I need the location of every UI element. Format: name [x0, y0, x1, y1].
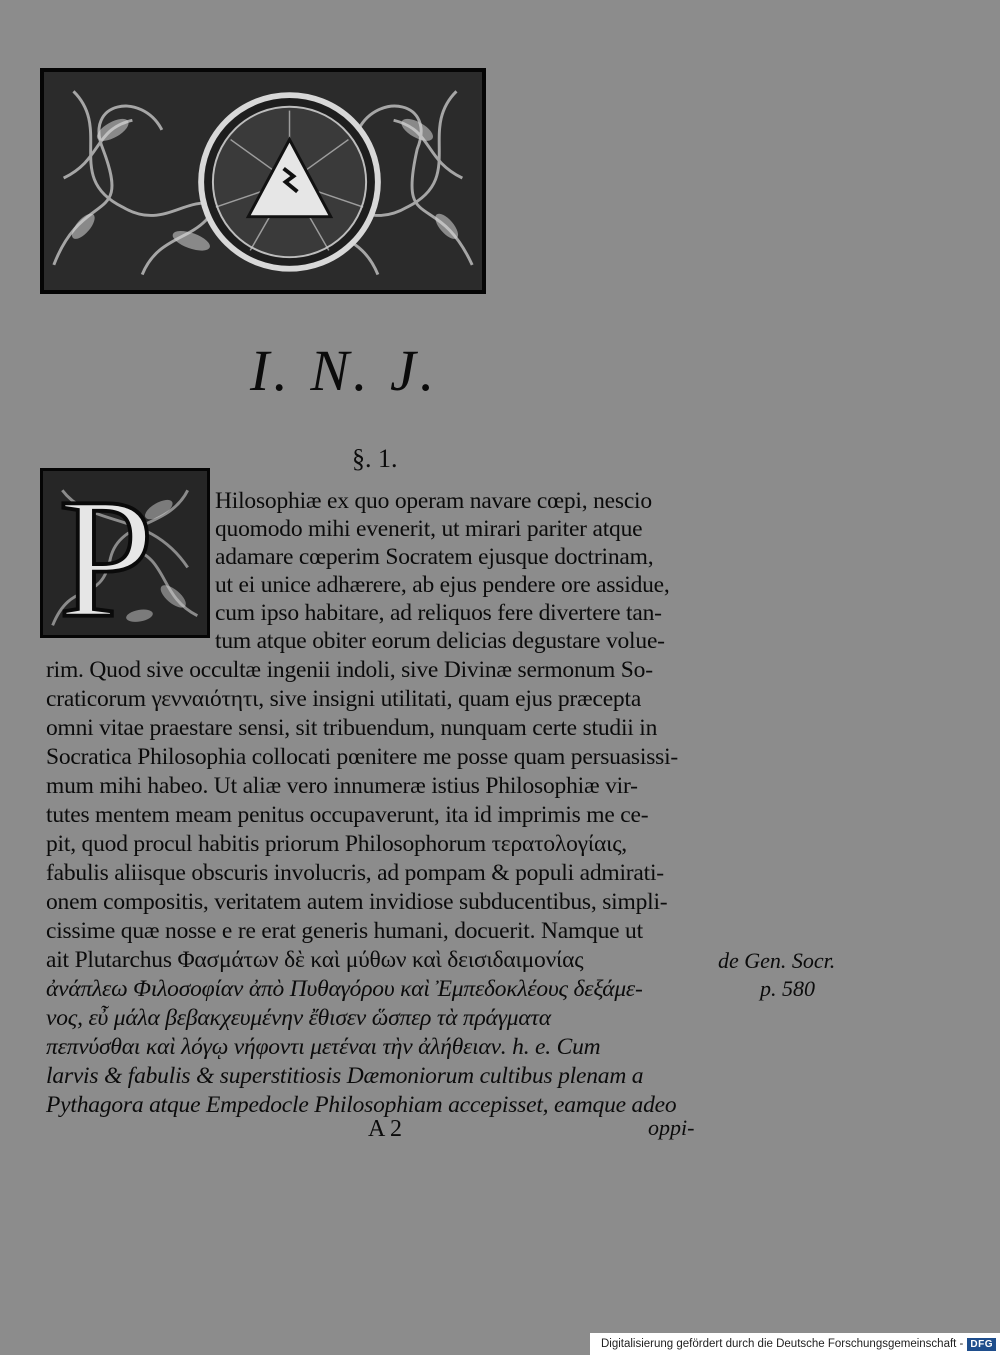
margin-note-source: de Gen. Socr.: [718, 948, 836, 973]
initial-letter: P: [58, 471, 154, 635]
text-line: quomodo mihi evenerit, ut mirari pariter atque: [215, 516, 643, 542]
digitization-footer: [590, 1333, 1000, 1355]
text-line: adamare cœperim Socratem ejusque doctrinam,: [215, 544, 654, 570]
text-line: Socratica Philosophia collocati pœnitere me posse quam persuasissi-: [46, 744, 679, 770]
text-line: larvis & fabulis & superstitiosis Dæmoniorum cultibus plenam a: [46, 1063, 644, 1089]
text-line: Hilosophiæ ex quo operam navare cœpi, nescio: [215, 488, 652, 514]
text-line: omni vitae praestare sensi, sit tribuendum, nunquam certe studii in: [46, 715, 658, 741]
catchword: oppi-: [648, 1115, 695, 1140]
text-line: rim. Quod sive occultæ ingenii indoli, sive Divinæ sermonum So-: [46, 657, 653, 683]
initial-letter-image: [43, 471, 207, 635]
text-line: fabulis aliisque obscuris involucris, ad pompam & populi admirati-: [46, 860, 664, 886]
section-number: §. 1.: [352, 444, 398, 473]
text-line: tutes mentem meam penitus occupaverunt, ita id imprimis me ce-: [46, 802, 649, 828]
text-line: pit, quod procul habitis priorum Philosophorum τερατολογίαις,: [46, 831, 627, 857]
dfg-logo-icon[interactable]: DFG: [967, 1338, 996, 1351]
footer-credit-text: Digitalisierung gefördert durch die Deutsche Forschungsgemeinschaft -: [600, 1338, 964, 1350]
text-line: ut ei unice adhærere, ab ejus pendere ore assidue,: [215, 572, 670, 598]
text-line: mum mihi habeo. Ut aliæ vero innumeræ istius Philosophiæ vir-: [46, 773, 638, 799]
ornamental-headpiece: [40, 68, 486, 294]
text-line: cissime quæ nosse e re erat generis humani, docuerit. Namque ut: [46, 918, 643, 944]
text-line: craticorum γενναιότητι, sive insigni utilitati, quam ejus præcepta: [46, 686, 642, 712]
text-line: cum ipso habitare, ad reliquos fere divertere tan-: [215, 600, 662, 626]
margin-note-page: p. 580: [760, 976, 815, 1001]
text-line: ἀνάπλεω Φιλοσοφίαν ἀπὸ Πυθαγόρου καὶ Ἐμπεδοκλέους δεξάμε-: [46, 976, 643, 1002]
text-line: Pythagora atque Empedocle Philosophiam accepisset, eamque adeo: [46, 1092, 677, 1118]
foliage-ornament-image: [44, 72, 482, 290]
invocation-heading: I. N. J.: [250, 338, 439, 403]
text-line: νος, εὖ μάλα βεβακχευμένην ἔθισεν ὥσπερ τὰ πράγματα: [46, 1005, 551, 1031]
text-line: πεπνύσθαι καὶ λόγῳ νήφοντι μετέναι τὴν ἀλήθειαν. h. e. Cum: [46, 1034, 601, 1060]
text-line: ait Plutarchus Φασμάτων δὲ καὶ μύθων καὶ δεισιδαιμονίας: [46, 947, 584, 973]
text-line: onem compositis, veritatem autem invidiose subducentibus, simpli-: [46, 889, 668, 915]
signature-mark: A 2: [368, 1116, 403, 1142]
text-line: tum atque obiter eorum delicias degustare volue-: [215, 628, 665, 654]
decorated-initial: [40, 468, 210, 638]
